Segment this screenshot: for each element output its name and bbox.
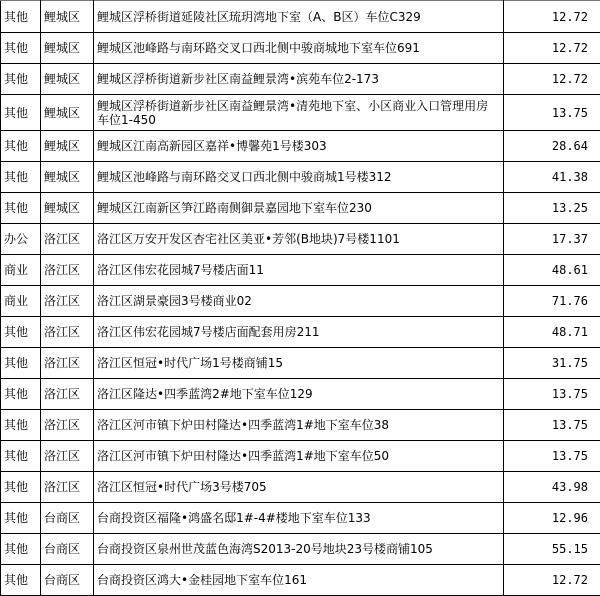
district-cell: 台商区 — [41, 534, 94, 565]
district-cell: 台商区 — [41, 565, 94, 596]
district-cell: 洛江区 — [41, 317, 94, 348]
address-cell: 鲤城区池峰路与南环路交叉口西北侧中骏商城地下室车位691 — [94, 33, 504, 64]
usage-type-cell: 商业 — [1, 286, 41, 317]
district-cell: 鲤城区 — [41, 131, 94, 162]
area-cell: 71.76 — [504, 286, 600, 317]
area-cell: 17.37 — [504, 224, 600, 255]
table-row — [1, 472, 600, 503]
usage-type-cell: 其他 — [1, 565, 41, 596]
address-cell: 洛江区隆达•四季蓝湾2#地下室车位129 — [94, 379, 504, 410]
area-cell: 41.38 — [504, 162, 600, 193]
usage-type-cell: 商业 — [1, 255, 41, 286]
area-cell: 48.71 — [504, 317, 600, 348]
usage-type-cell: 其他 — [1, 317, 41, 348]
address-cell: 洛江区河市镇下炉田村隆达•四季蓝湾1#地下室车位38 — [94, 410, 504, 441]
address-cell: 洛江区恒冠•时代广场1号楼商铺15 — [94, 348, 504, 379]
area-cell: 13.75 — [504, 95, 600, 131]
usage-type-cell: 其他 — [1, 193, 41, 224]
area-cell: 13.75 — [504, 410, 600, 441]
area-cell: 28.64 — [504, 131, 600, 162]
usage-type-cell: 其他 — [1, 503, 41, 534]
area-cell: 55.15 — [504, 534, 600, 565]
address-cell: 洛江区河市镇下炉田村隆达•四季蓝湾1#地下室车位50 — [94, 441, 504, 472]
area-cell: 43.98 — [504, 472, 600, 503]
district-cell: 洛江区 — [41, 410, 94, 441]
property-table-body — [1, 1, 600, 596]
district-cell: 鲤城区 — [41, 95, 94, 131]
address-cell: 洛江区伟宏花园城7号楼店面配套用房211 — [94, 317, 504, 348]
table-row — [1, 441, 600, 472]
table-row — [1, 224, 600, 255]
district-cell: 洛江区 — [41, 441, 94, 472]
table-row — [1, 410, 600, 441]
district-cell: 台商区 — [41, 503, 94, 534]
table-row — [1, 286, 600, 317]
district-cell: 洛江区 — [41, 472, 94, 503]
usage-type-cell: 其他 — [1, 95, 41, 131]
area-cell: 12.72 — [504, 64, 600, 95]
district-cell: 鲤城区 — [41, 162, 94, 193]
address-cell: 鲤城区池峰路与南环路交叉口西北侧中骏商城1号楼312 — [94, 162, 504, 193]
usage-type-cell: 其他 — [1, 162, 41, 193]
usage-type-cell: 其他 — [1, 64, 41, 95]
address-cell: 台商投资区泉州世茂蓝色海湾S2013-20号地块23号楼商铺105 — [94, 534, 504, 565]
usage-type-cell: 其他 — [1, 441, 41, 472]
district-cell: 洛江区 — [41, 224, 94, 255]
address-cell: 洛江区湖景豪园3号楼商业02 — [94, 286, 504, 317]
area-cell: 12.72 — [504, 1, 600, 33]
address-cell: 洛江区伟宏花园城7号楼店面11 — [94, 255, 504, 286]
table-row — [1, 64, 600, 95]
district-cell: 洛江区 — [41, 348, 94, 379]
address-cell: 鲤城区浮桥街道新步社区南益鲤景湾•滨苑车位2-173 — [94, 64, 504, 95]
usage-type-cell: 其他 — [1, 410, 41, 441]
area-cell: 13.75 — [504, 379, 600, 410]
address-cell: 鲤城区浮桥街道延陵社区琉玥湾地下室（A、B区）车位C329 — [94, 1, 504, 33]
usage-type-cell: 其他 — [1, 131, 41, 162]
table-row — [1, 193, 600, 224]
district-cell: 鲤城区 — [41, 1, 94, 33]
table-row — [1, 503, 600, 534]
address-cell: 洛江区万安开发区杏宅社区美亚•芳邻(B地块)7号楼1101 — [94, 224, 504, 255]
table-row — [1, 255, 600, 286]
district-cell: 鲤城区 — [41, 64, 94, 95]
table-row — [1, 534, 600, 565]
table-row — [1, 95, 600, 131]
district-cell: 洛江区 — [41, 286, 94, 317]
usage-type-cell: 办公 — [1, 224, 41, 255]
area-cell: 13.25 — [504, 193, 600, 224]
table-row — [1, 348, 600, 379]
area-cell: 31.75 — [504, 348, 600, 379]
area-cell: 48.61 — [504, 255, 600, 286]
table-row — [1, 131, 600, 162]
district-cell: 洛江区 — [41, 379, 94, 410]
usage-type-cell: 其他 — [1, 534, 41, 565]
table-row — [1, 379, 600, 410]
area-cell: 13.75 — [504, 441, 600, 472]
area-cell: 12.72 — [504, 33, 600, 64]
table-row — [1, 1, 600, 33]
district-cell: 鲤城区 — [41, 33, 94, 64]
area-cell: 12.96 — [504, 503, 600, 534]
address-cell: 台商投资区福隆•鸿盛名邸1#-4#楼地下室车位133 — [94, 503, 504, 534]
table-row — [1, 565, 600, 596]
address-cell: 鲤城区江南新区笋江路南侧御景嘉园地下室车位230 — [94, 193, 504, 224]
address-cell: 台商投资区鸿大•金桂园地下室车位161 — [94, 565, 504, 596]
usage-type-cell: 其他 — [1, 472, 41, 503]
usage-type-cell: 其他 — [1, 379, 41, 410]
table-row — [1, 33, 600, 64]
district-cell: 洛江区 — [41, 255, 94, 286]
address-cell: 鲤城区江南高新园区嘉祥•博馨苑1号楼303 — [94, 131, 504, 162]
address-cell: 洛江区恒冠•时代广场3号楼705 — [94, 472, 504, 503]
address-cell: 鲤城区浮桥街道新步社区南益鲤景湾•清苑地下室、小区商业入口管理用房车位1-450 — [94, 95, 504, 131]
district-cell: 鲤城区 — [41, 193, 94, 224]
area-cell: 12.72 — [504, 565, 600, 596]
usage-type-cell: 其他 — [1, 348, 41, 379]
table-row — [1, 162, 600, 193]
table-row — [1, 317, 600, 348]
usage-type-cell: 其他 — [1, 1, 41, 33]
usage-type-cell: 其他 — [1, 33, 41, 64]
